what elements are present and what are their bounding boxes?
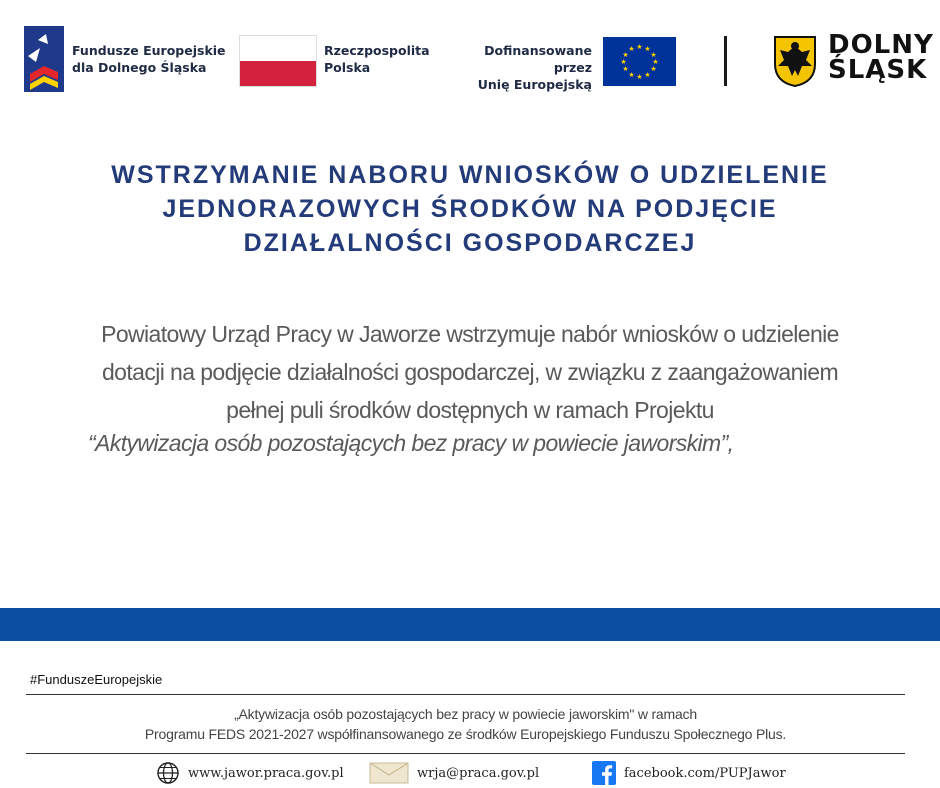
svg-text:★: ★: [644, 45, 651, 53]
dolny-slask-crest-icon: [772, 34, 818, 88]
footer-divider-bottom: [26, 753, 905, 754]
svg-text:★: ★: [622, 65, 629, 73]
svg-text:★: ★: [636, 43, 643, 51]
svg-text:★: ★: [652, 58, 659, 66]
hashtag: #FunduszeEuropejskie: [30, 672, 163, 687]
svg-text:★: ★: [650, 65, 657, 73]
announcement-title: WSTRZYMANIE NABORU WNIOSKÓW O UDZIELENIE JEDNORAZOWYCH ŚRODKÓW NA PODJĘCIE DZIAŁALNOŚCI GOSPODARCZEJ: [111, 161, 829, 257]
facebook-contact[interactable]: [592, 760, 786, 786]
project-name-quote: “Aktywizacja osób pozostających bez pracy w powiecie jaworskim”,: [88, 430, 734, 456]
email-contact[interactable]: [369, 760, 539, 786]
envelope-icon: [369, 761, 409, 785]
facebook-icon: [592, 761, 616, 785]
svg-text:★: ★: [644, 71, 651, 79]
dolny-slask-text: DOLNY ŚLĄSK: [828, 30, 934, 85]
fundusze-europejskie-logo-icon: [24, 26, 64, 92]
eu-cofinanced-text: Dofinansowane przez Unię Europejską: [477, 43, 592, 92]
website-link[interactable]: www.jawor.praca.gov.pl: [188, 765, 344, 781]
svg-text:★: ★: [636, 73, 643, 81]
footer-divider-top: [26, 694, 905, 695]
poland-logo-text: Rzeczpospolita Polska: [324, 43, 430, 75]
svg-text:★: ★: [628, 71, 635, 79]
funding-note: „Aktywizacja osób pozostających bez pracy w powiecie jaworskim" w ramach Programu FEDS 2021-2027 współfinansowanego ze środków Europejskiego Funduszu Społecznego Plus.: [144, 706, 787, 742]
logo-divider: [724, 36, 727, 86]
fe-logo-text: Fundusze Europejskie dla Dolnego Śląska: [72, 43, 226, 75]
eu-flag-icon: [603, 37, 676, 86]
poland-flag-icon: [240, 36, 316, 86]
svg-text:★: ★: [620, 58, 627, 66]
email-link[interactable]: wrja@praca.gov.pl: [417, 765, 540, 781]
svg-text:★: ★: [622, 51, 629, 59]
logo-bar: [0, 0, 940, 115]
globe-icon: [156, 761, 180, 785]
blue-band: [0, 608, 940, 641]
website-contact[interactable]: [156, 760, 344, 786]
svg-text:★: ★: [628, 45, 635, 53]
facebook-link[interactable]: facebook.com/PUPJawor: [624, 765, 786, 781]
svg-text:★: ★: [650, 51, 657, 59]
announcement-body: Powiatowy Urząd Pracy w Jaworze wstrzymuje nabór wniosków o udzielenie dotacji na podjęcie działalności gospodarczej, w związku z zaangażowaniem pełnej puli środków dostępnych w ramach Projektu: [101, 321, 839, 423]
